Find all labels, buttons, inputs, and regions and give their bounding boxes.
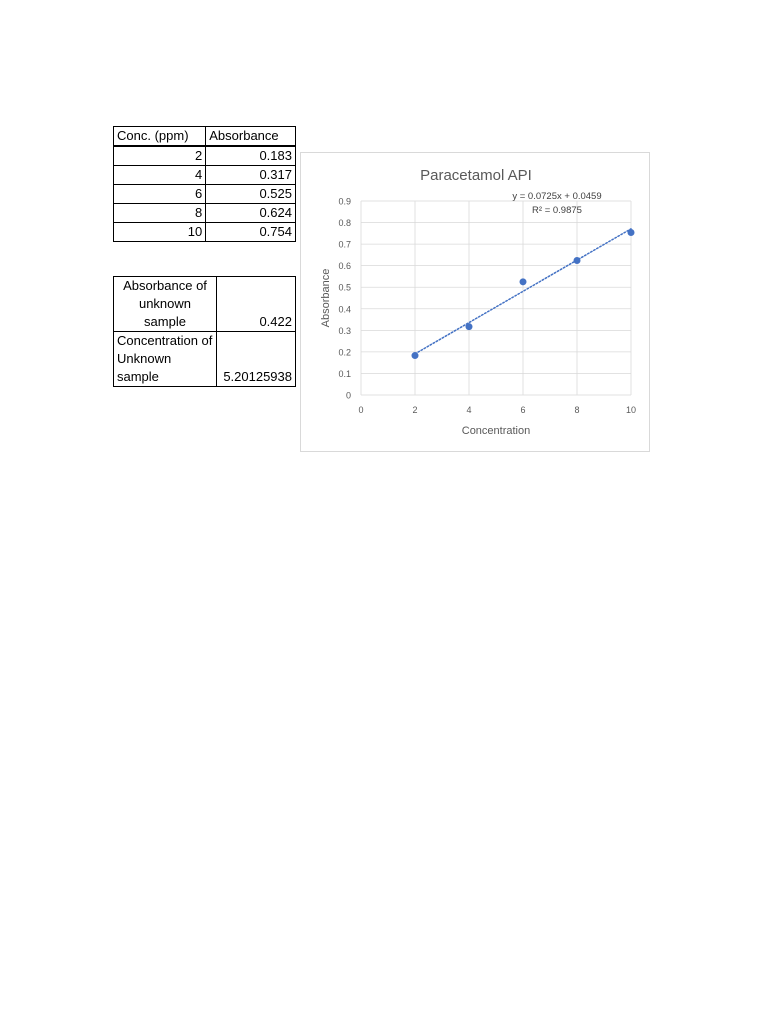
absorbance-cell: 0.754: [206, 223, 296, 242]
conc-cell: 8: [114, 204, 206, 223]
x-tick-label: 10: [625, 405, 637, 415]
y-tick-label: 0.9: [338, 196, 351, 207]
absorbance-unknown-value: 0.422: [217, 277, 296, 332]
trendline-equation: y = 0.0725x + 0.0459: [512, 191, 602, 202]
concentration-unknown-row: [114, 332, 296, 387]
data-point: [466, 323, 473, 330]
conc-cell: 6: [114, 185, 206, 204]
table-row: [114, 166, 296, 185]
table-row: [114, 223, 296, 242]
table-row: [114, 146, 296, 166]
concentration-unknown-label: Concentration of Unknown sample: [114, 332, 217, 387]
conc-cell: 10: [114, 223, 206, 242]
conc-cell: 2: [114, 146, 206, 166]
chart-container: [300, 152, 650, 452]
y-tick-label: 0.6: [338, 261, 351, 272]
y-tick-label: 0.3: [338, 325, 351, 336]
absorbance-cell: 0.624: [206, 204, 296, 223]
trendline-r-squared: R² = 0.9875: [532, 205, 582, 216]
standards-table: [113, 126, 296, 242]
absorbance-cell: 0.525: [206, 185, 296, 204]
absorbance-cell: 0.317: [206, 166, 296, 185]
data-point: [628, 229, 635, 236]
x-tick-label: 0: [358, 405, 364, 415]
header-conc: Conc. (ppm): [114, 127, 206, 147]
absorbance-cell: 0.183: [206, 146, 296, 166]
x-axis-label: Concentration: [461, 425, 531, 437]
gridlines: [361, 201, 631, 395]
data-point: [412, 352, 419, 359]
y-tick-label: 0.2: [338, 347, 351, 358]
absorbance-unknown-label: Absorbance of unknown sample: [114, 277, 217, 332]
x-tick-label: 2: [412, 405, 418, 415]
concentration-unknown-value: 5.20125938: [217, 332, 296, 387]
y-tick-label: 0.1: [338, 368, 351, 379]
y-tick-label: 0.8: [338, 218, 351, 229]
absorbance-unknown-row: [114, 277, 296, 332]
table-header-row: [114, 127, 296, 147]
data-point: [574, 257, 581, 264]
unknown-sample-table: [113, 276, 296, 387]
y-tick-label: 0.5: [338, 282, 351, 293]
table-row: [114, 204, 296, 223]
y-tick-label: 0.4: [338, 304, 351, 315]
tick-labels: [338, 197, 636, 416]
x-tick-label: 4: [466, 405, 472, 415]
x-tick-label: 8: [574, 405, 580, 415]
conc-cell: 4: [114, 166, 206, 185]
chart-title: Paracetamol API: [420, 167, 532, 184]
x-tick-label: 6: [520, 405, 526, 415]
data-point: [520, 278, 527, 285]
table-row: [114, 185, 296, 204]
header-absorbance: Absorbance: [206, 127, 296, 147]
scatter-chart: [301, 153, 651, 453]
y-axis-label: Absorbance: [320, 268, 332, 328]
y-tick-label: 0.7: [338, 239, 351, 250]
y-tick-label: 0: [345, 390, 351, 401]
